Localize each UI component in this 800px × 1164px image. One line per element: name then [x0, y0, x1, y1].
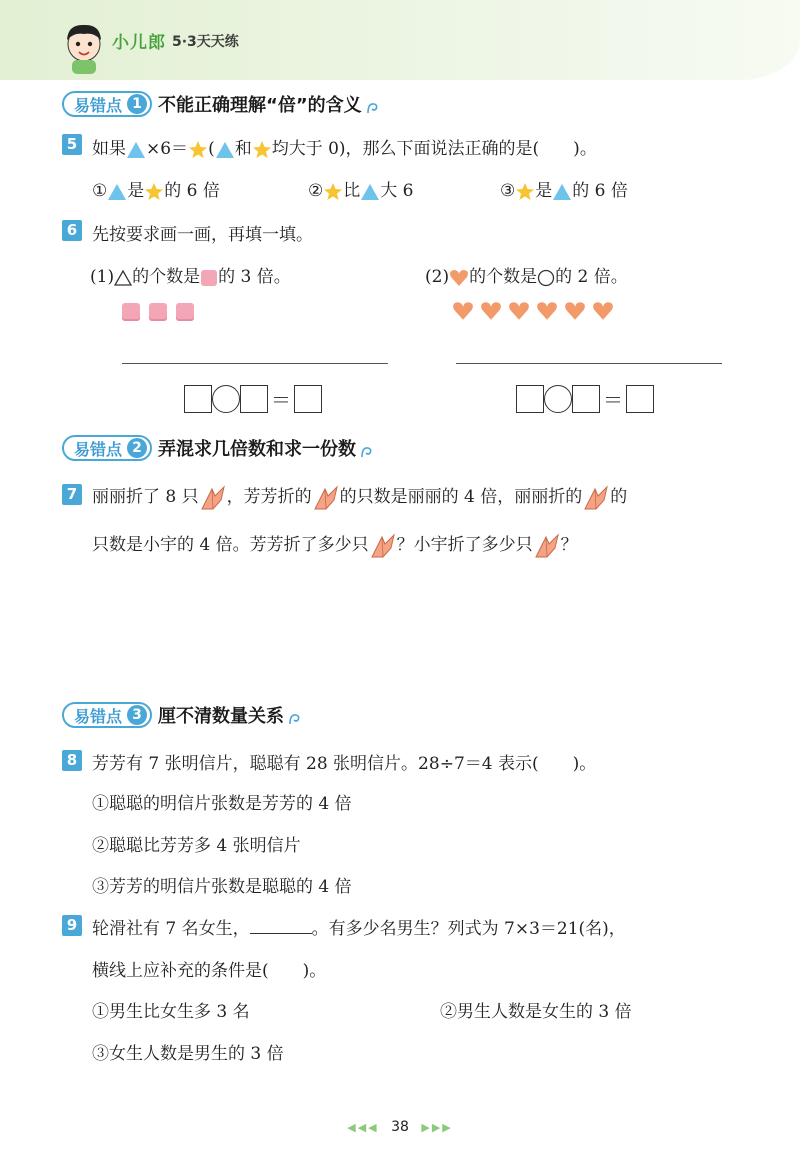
answer-box[interactable]: [572, 385, 600, 413]
pink-square-icon: [200, 269, 218, 287]
section-header-3: [62, 700, 302, 730]
pink-square-row: [122, 303, 194, 321]
left-arrows-icon: ◀◀◀: [347, 1121, 379, 1134]
q7-text: ？: [560, 535, 578, 555]
question-number-5: 5: [62, 134, 82, 155]
swirl-icon: [360, 445, 374, 459]
section-tag: [62, 91, 152, 117]
triangle-outline-icon: [114, 270, 132, 286]
q5-text-b: ×6＝: [146, 139, 189, 159]
right-arrows-icon: ▶▶▶: [421, 1121, 453, 1134]
triangle-icon: [126, 141, 146, 159]
heart-icon: [480, 300, 502, 322]
section-title: 厘不清数量关系: [158, 706, 285, 727]
heart-icon: [508, 300, 530, 322]
answer-box[interactable]: [184, 385, 212, 413]
section-header-1: [62, 89, 380, 119]
section-title: 弄混求几倍数和求一份数: [158, 439, 357, 460]
part-label: (2): [425, 267, 450, 287]
section-title: 不能正确理解“倍”的含义: [158, 95, 362, 116]
q9-line-2: 横线上应补充的条件是( )。: [92, 961, 327, 981]
q9-option-1: ①男生比女生多 3 名: [92, 1002, 250, 1022]
drawing-line[interactable]: [122, 363, 388, 364]
equals-sign: ＝: [271, 388, 291, 412]
q8-stem: 芳芳有 7 张明信片，聪聪有 28 张明信片。28÷7＝4 表示( )。: [92, 754, 597, 774]
section-tag: [62, 702, 152, 728]
answer-box[interactable]: [294, 385, 322, 413]
mascot-icon: [58, 20, 110, 76]
option-text: 的 6 倍: [572, 181, 628, 201]
section-number: 3: [127, 705, 147, 725]
drawing-line[interactable]: [456, 363, 722, 364]
q7-line-2: [92, 530, 578, 560]
option-text: 的 6 倍: [164, 181, 220, 201]
q7-text: ，芳芳折的: [226, 487, 312, 507]
section-tag-label: 易错点: [74, 95, 123, 115]
q7-line-1: [92, 482, 627, 512]
part-text: 的 3 倍。: [218, 267, 291, 287]
answer-box[interactable]: [240, 385, 268, 413]
option-text: 是: [535, 181, 553, 201]
star-icon: [188, 140, 208, 160]
operator-circle[interactable]: [212, 385, 240, 413]
heart-row: [452, 300, 614, 322]
q6-part-2: [425, 262, 628, 288]
part-label: (1): [90, 267, 115, 287]
q5-option-2: [308, 176, 413, 202]
q8-option-2: ②聪聪比芳芳多 4 张明信片: [92, 836, 301, 856]
q5-text-e: 均大于 0)，那么下面说法正确的是( )。: [271, 139, 597, 159]
book-subtitle: 5·3天天练: [172, 34, 239, 50]
heart-icon: [592, 300, 614, 322]
heart-icon: [452, 300, 474, 322]
section-header-2: [62, 433, 374, 463]
q5-text-d: 和: [234, 139, 252, 159]
pink-square-icon: [149, 303, 167, 321]
heart-icon: [564, 300, 586, 322]
q7-text: 的: [610, 487, 628, 507]
question-number-8: 8: [62, 750, 82, 771]
option-text: 是: [127, 181, 145, 201]
part-text: 的 2 倍。: [555, 267, 628, 287]
section-number: 1: [127, 94, 147, 114]
q7-text: ？小宇折了多少只: [396, 535, 533, 555]
star-icon: [323, 182, 343, 202]
section-number: 2: [127, 438, 147, 458]
option-marker: ③: [500, 181, 516, 201]
q7-text: 只数是小宇的 4 倍。芳芳折了多少只: [92, 535, 369, 555]
option-marker: ②: [308, 181, 324, 201]
option-marker: ①: [92, 181, 108, 201]
q5-option-3: [500, 176, 628, 202]
circle-outline-icon: [537, 269, 555, 287]
q9-line-1: [92, 914, 626, 939]
part-text: 的个数是: [132, 267, 201, 287]
pink-square-icon: [176, 303, 194, 321]
operator-circle[interactable]: [544, 385, 572, 413]
question-number-6: 6: [62, 220, 82, 241]
section-tag-label: 易错点: [74, 706, 123, 726]
equation-boxes-1: [184, 384, 322, 413]
q6-stem: 先按要求画一画，再填一填。: [92, 225, 313, 245]
brand-name: 小儿郎: [112, 33, 166, 53]
part-text: 的个数是: [469, 267, 538, 287]
section-tag: [62, 435, 152, 461]
paper-crane-icon: [582, 484, 610, 512]
swirl-icon: [366, 101, 380, 115]
fill-in-blank[interactable]: [250, 917, 312, 934]
heart-icon: [449, 268, 469, 288]
option-text: 大 6: [380, 181, 414, 201]
star-icon: [515, 182, 535, 202]
section-tag-label: 易错点: [74, 439, 123, 459]
pink-square-icon: [122, 303, 140, 321]
paper-crane-icon: [533, 532, 561, 560]
q9-option-2: ②男生人数是女生的 3 倍: [440, 1002, 632, 1022]
triangle-icon: [552, 183, 572, 201]
star-icon: [144, 182, 164, 202]
paper-crane-icon: [312, 484, 340, 512]
triangle-icon: [360, 183, 380, 201]
swirl-icon: [288, 712, 302, 726]
q7-text: 的只数是丽丽的 4 倍，丽丽折的: [339, 487, 583, 507]
q7-text: 丽丽折了 8 只: [92, 487, 199, 507]
triangle-icon: [107, 183, 127, 201]
triangle-icon: [215, 141, 235, 159]
question-number-7: 7: [62, 484, 82, 505]
q6-part-1: [90, 262, 291, 287]
option-text: 比: [343, 181, 361, 201]
q8-option-1: ①聪聪的明信片张数是芳芳的 4 倍: [92, 794, 352, 814]
q9-option-3: ③女生人数是男生的 3 倍: [92, 1044, 284, 1064]
answer-box[interactable]: [626, 385, 654, 413]
star-icon: [252, 140, 272, 160]
page-footer: [0, 1119, 800, 1135]
question-number-9: 9: [62, 915, 82, 936]
q5-text-a: 如果: [92, 139, 126, 159]
paper-crane-icon: [199, 484, 227, 512]
q9-text: 轮滑社有 7 名女生，: [92, 919, 250, 939]
equals-sign: ＝: [603, 388, 623, 412]
q9-text: 。有多少名男生？列式为 7×3＝21(名)，: [311, 919, 626, 939]
q5-text-c: (: [208, 139, 215, 159]
q5-option-1: [92, 176, 220, 202]
q8-option-3: ③芳芳的明信片张数是聪聪的 4 倍: [92, 877, 352, 897]
answer-box[interactable]: [516, 385, 544, 413]
equation-boxes-2: [516, 384, 654, 413]
paper-crane-icon: [369, 532, 397, 560]
q5-stem: [92, 134, 597, 160]
page-number: 38: [391, 1119, 409, 1135]
heart-icon: [536, 300, 558, 322]
